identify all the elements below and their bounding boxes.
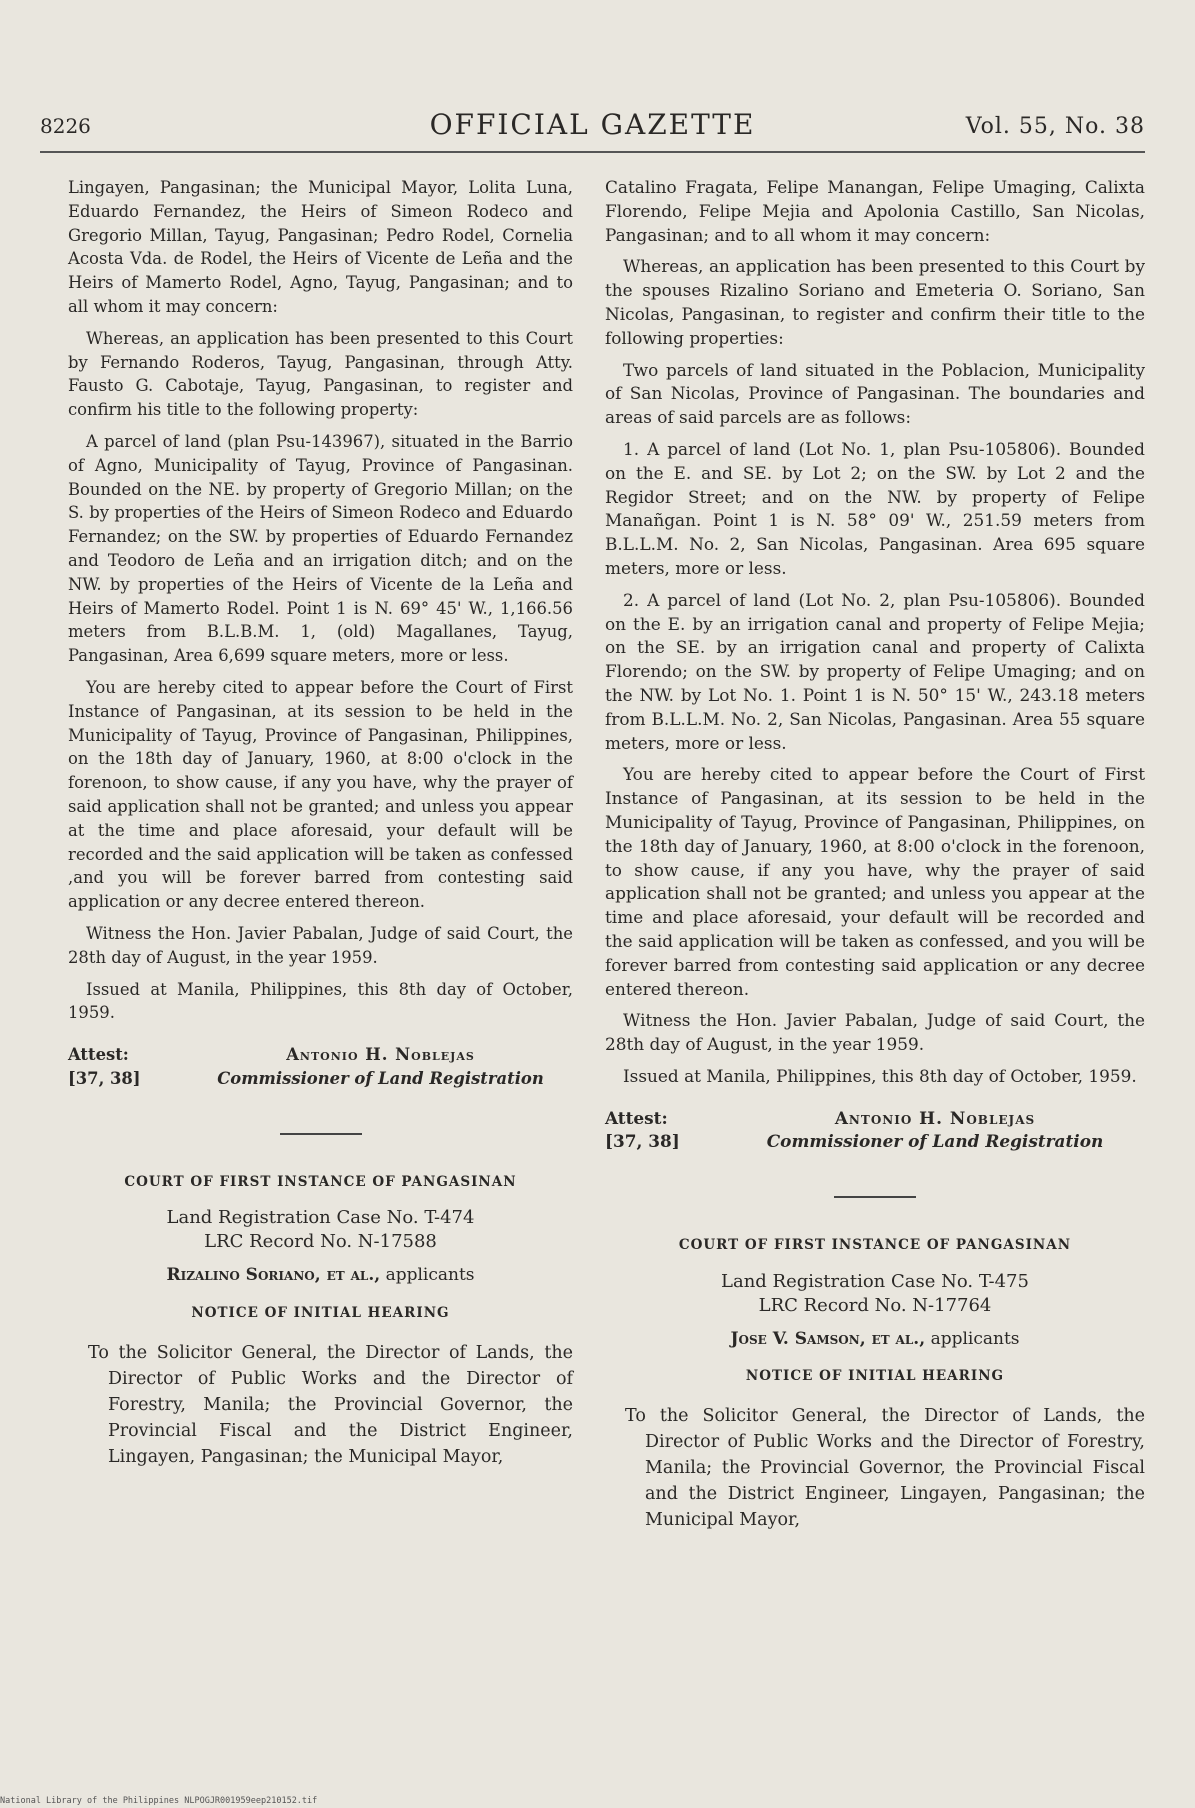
signature-block (68, 1043, 573, 1091)
parcel-description: A parcel of land (plan Psu-143967), situated in the Barrio of Agno, Municipality of Tayug, Province of Pangasinan. Bounded on the NE. by property of Gregorio Millan; on the S. by properties of the Heirs of Simeon Rodeco and Eduardo Fernandez; on the SW. by properties of Eduardo Fernandez and Teodoro de Leña and an irrigation ditch; and on the NW. by properties of the Heirs of Vicente de la Leña and Heirs of Mamerto Rodel. Point 1 is N. 69° 45' W., 1,166.56 meters from B.L.B.M. 1, (old) Magallanes, Tayug, Pangasinan, Area 6,699 square meters, more or less. (68, 431, 573, 666)
applicant-line (605, 1328, 1145, 1352)
applicant-line (68, 1264, 573, 1288)
citation-paragraph: You are hereby cited to appear before the Court of First Instance of Pangasinan, at its session to be held in the Municipality of Tayug, Province of Pangasinan, Philippines, on the 18th day of January, 1960, at 8:00 o'clock in the forenoon, to show cause, if any you have, why the prayer of said application shall not be granted; and unless you appear at the time and place aforesaid, your default will be recorded and the said application will be taken as confessed, and you will be forever barred from contesting said application or any decree entered thereon. (605, 764, 1145, 999)
witness-paragraph: Witness the Hon. Javier Pabalan, Judge of said Court, the 28th day of August, in the year 1959. (68, 923, 573, 967)
signer-title: Commissioner of Land Registration (217, 1068, 544, 1088)
whereas-paragraph: Whereas, an application has been presented to this Court by Fernando Roderos, Tayug, Pangasinan, through Atty. Fausto G. Cabotaje, Tayug, Pangasinan, to register and confirm his title to the following property: (68, 328, 573, 420)
record-number: LRC Record No. N-17764 (758, 1294, 992, 1316)
notice-heading: NOTICE OF INITIAL HEARING (745, 1368, 1005, 1385)
addressees: To the Solicitor General, the Director of Lands, the Director of Public Works and the Director of Forestry, Manila; the Provincial Governor, the Provincial Fiscal and the District Engineer, Lingayen, Pangasinan; the Municipal Mayor, (88, 1342, 573, 1467)
signer-name: Antonio H. Noblejas (834, 1107, 1036, 1128)
citation-paragraph: You are hereby cited to appear before the Court of First Instance of Pangasinan, at its session to be held in the Municipality of Tayug, Province of Pangasinan, Philippines, on the 18th day of January, 1960, at 8:00 o'clock in the forenoon, to show cause, if any you have, why the prayer of said application shall not be granted; and unless you appear at the time and place aforesaid, your default will be recorded and the said application will be taken as confessed ,and you will be forever barred from contesting said application or any decree entered thereon. (68, 677, 573, 912)
left-column (68, 176, 573, 1478)
witness-paragraph: Witness the Hon. Javier Pabalan, Judge of said Court, the 28th day of August, in the year 1959. (605, 1010, 1145, 1055)
page-header (40, 104, 1145, 144)
applicant-name: Rizalino Soriano, et al., (166, 1265, 381, 1286)
issue-refs: [37, 38] (605, 1131, 680, 1152)
addressees-continued: Lingayen, Pangasinan; the Municipal Mayor, Lolita Luna, Eduardo Fernandez, the Heirs of Simeon Rodeco and Gregorio Millan, Tayug, Pangasinan; Pedro Rodel, Cornelia Acosta Vda. de Rodel, the Heirs of Vicente de Leña and the Heirs of Mamerto Rodel, Agno, Tayug, Pangasinan; and to all whom it may concern: (68, 178, 573, 316)
parcel-one: 1. A parcel of land (Lot No. 1, plan Psu-105806). Bounded on the E. and SE. by Lot 2; on the SW. by Lot 2 and the Regidor Street; and on the NW. by property of Felipe Manañgan. Point 1 is N. 58° 09' W., 251.59 meters from B.L.L.M. No. 2, San Nicolas, Pangasinan. Area 695 square meters, more or less. (605, 438, 1145, 578)
signature-block (605, 1107, 1145, 1155)
addressees: To the Solicitor General, the Director of Lands, the Director of Public Works and the Director of Forestry, Manila; the Provincial Governor, the Provincial Fiscal and the District Engineer, Lingayen, Pangasinan; the Municipal Mayor, (625, 1406, 1145, 1531)
signer-title: Commissioner of Land Registration (766, 1131, 1104, 1152)
parcel-two: 2. A parcel of land (Lot No. 2, plan Psu-105806). Bounded on the E. by an irrigation canal and property of Felipe Mejia; on the SE. by an irrigation canal and property of Calixta Florendo; on the SW. by property of Felipe Umaging; and on the NW. by Lot No. 1. Point 1 is N. 50° 15' W., 243.18 meters from B.L.L.M. No. 2, San Nicolas, Pangasinan. Area 55 square meters, more or less. (605, 589, 1145, 753)
addressees-continued: Catalino Fragata, Felipe Manangan, Felipe Umaging, Calixta Florendo, Felipe Mejia and Apolonia Castillo, San Nicolas, Pangasinan; and to all whom it may concern: (605, 177, 1145, 245)
record-number: LRC Record No. N-17588 (204, 1231, 437, 1253)
parcels-intro: Two parcels of land situated in the Poblacion, Municipality of San Nicolas, Province of Pangasinan. The boundaries and areas of said parcels are as follows: (605, 359, 1145, 428)
volume-number: Vol. 55, No. 38 (965, 114, 1145, 139)
publication-title: OFFICIAL GAZETTE (429, 108, 756, 141)
section-divider (834, 1196, 916, 1198)
attest-label: Attest: (68, 1045, 129, 1065)
issue-refs: [37, 38] (68, 1068, 141, 1088)
case-number: Land Registration Case No. T-474 (166, 1207, 475, 1229)
case-number: Land Registration Case No. T-475 (721, 1271, 1029, 1293)
page-number: 8226 (40, 114, 91, 138)
issued-paragraph: Issued at Manila, Philippines, this 8th day of October, 1959. (68, 979, 573, 1023)
signer-name: Antonio H. Noblejas (286, 1045, 475, 1065)
issued-paragraph: Issued at Manila, Philippines, this 8th day of October, 1959. (623, 1065, 1137, 1086)
header-rule (40, 151, 1145, 153)
right-column (605, 176, 1145, 1541)
applicant-suffix: applicants (385, 1265, 475, 1286)
court-heading: COURT OF FIRST INSTANCE OF PANGASINAN (124, 1173, 517, 1190)
notice-heading: NOTICE OF INITIAL HEARING (191, 1304, 450, 1321)
whereas-paragraph: Whereas, an application has been presented to this Court by the spouses Rizalino Soriano and Emeteria O. Soriano, San Nicolas, Pangasinan, to register and confirm their title to the following properties: (605, 256, 1145, 348)
applicant-suffix: applicants (930, 1328, 1020, 1349)
section-divider (280, 1133, 362, 1135)
applicant-name: Jose V. Samson, et al., (730, 1328, 926, 1349)
court-heading: COURT OF FIRST INSTANCE OF PANGASINAN (678, 1237, 1072, 1254)
attest-label: Attest: (605, 1107, 668, 1128)
scan-footer: National Library of the Philippines NLPOGJR001959eep210152.tif (0, 1796, 318, 1806)
